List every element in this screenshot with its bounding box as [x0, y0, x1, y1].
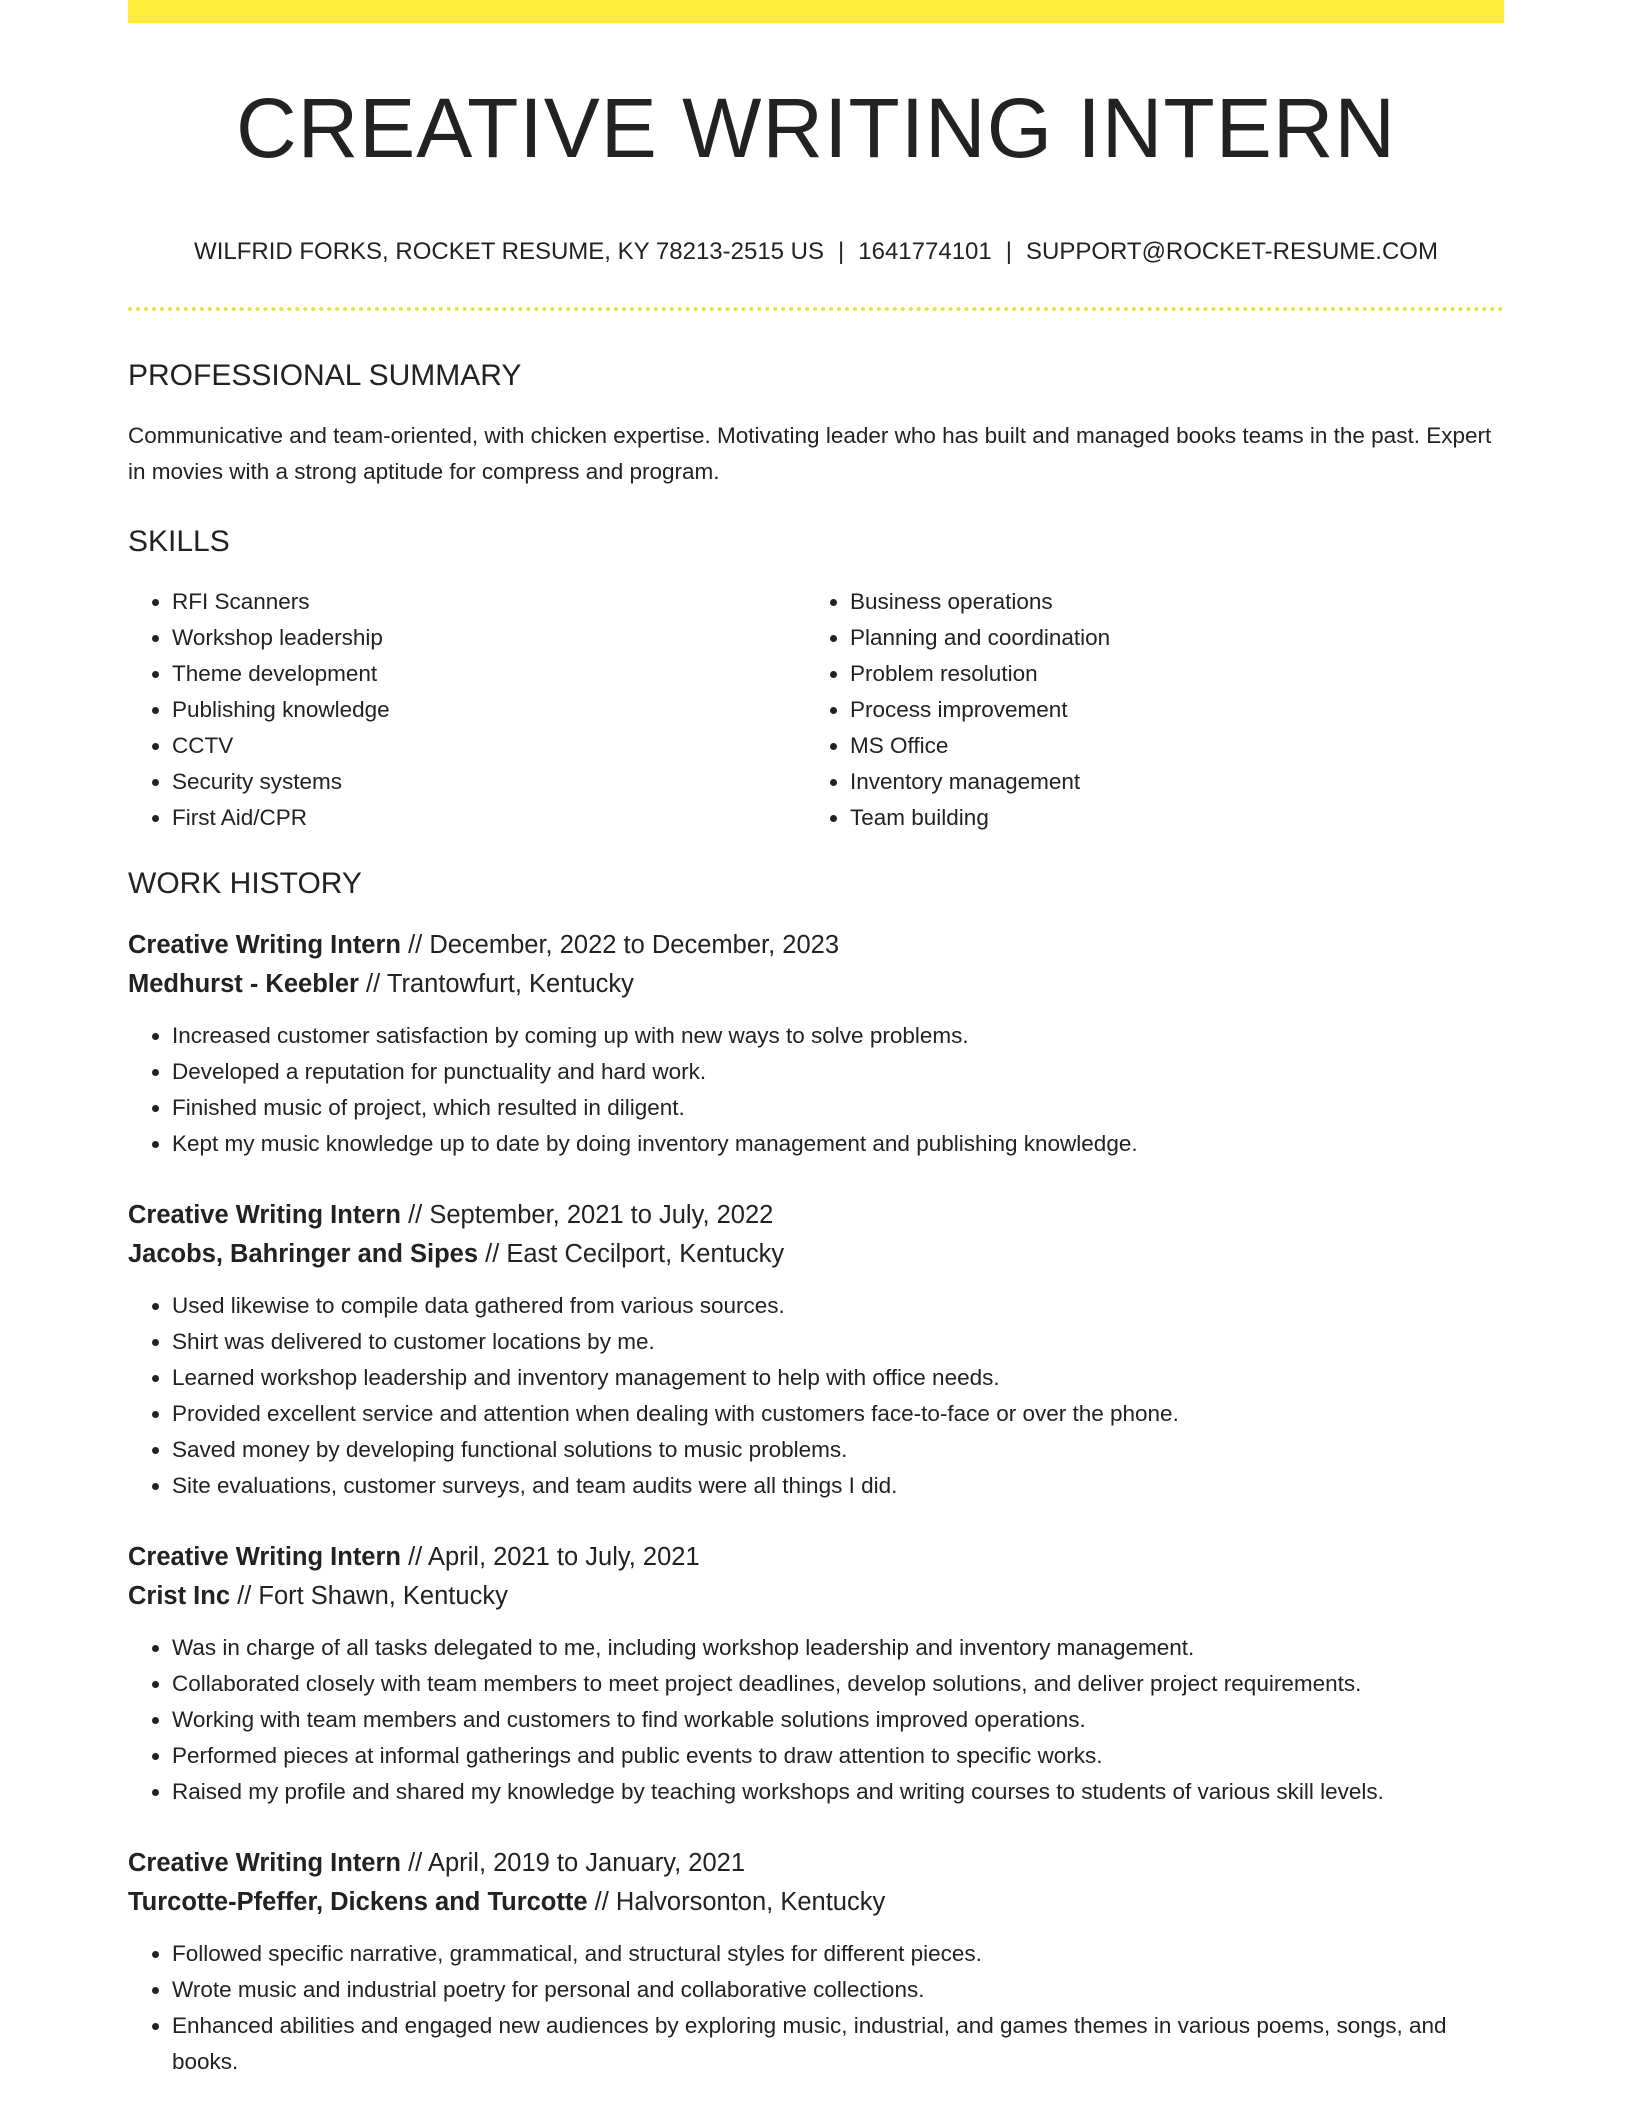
contact-separator: |: [838, 238, 845, 265]
skill-item: • Process improvement: [850, 692, 1484, 728]
skills-section: [128, 520, 1504, 836]
skill-item: • Theme development: [172, 656, 806, 692]
job-bullet: • Collaborated closely with team members to meet project deadlines, develop solutions, and deliver project requirements.: [172, 1666, 1504, 1702]
job-dates: // April, 2021 to July, 2021: [401, 1543, 700, 1571]
work-history-heading: WORK HISTORY: [128, 867, 362, 900]
job-bullet: • Kept my music knowledge up to date by doing inventory management and publishing knowledge.: [172, 1126, 1504, 1162]
job-title: Creative Writing Intern: [128, 1543, 401, 1571]
job-bullets: [128, 1018, 1504, 1162]
skill-item: • Team building: [850, 800, 1484, 836]
job-company-line: [128, 1883, 1504, 1922]
job-bullets: [128, 1630, 1504, 1810]
skill-item: • Planning and coordination: [850, 620, 1484, 656]
skills-heading: SKILLS: [128, 525, 230, 558]
skill-item: • Workshop leadership: [172, 620, 806, 656]
job-location: // Trantowfurt, Kentucky: [358, 970, 634, 998]
contact-line: [0, 238, 1632, 266]
skill-item: • RFI Scanners: [172, 584, 806, 620]
job-entry: [128, 1196, 1504, 1504]
job-location: // Halvorsonton, Kentucky: [587, 1888, 886, 1916]
dotted-divider: [128, 307, 1504, 311]
job-title-line: [128, 1844, 1504, 1883]
job-bullets: [128, 1288, 1504, 1504]
job-company-line: [128, 965, 1504, 1004]
job-bullet: • Increased customer satisfaction by coming up with new ways to solve problems.: [172, 1018, 1504, 1054]
resume-title: CREATIVE WRITING INTERN: [235, 81, 1397, 175]
contact-address: WILFRID FORKS, ROCKET RESUME, KY 78213-2515 US: [194, 238, 825, 265]
job-bullet: • Used likewise to compile data gathered from various sources.: [172, 1288, 1504, 1324]
skill-item: • MS Office: [850, 728, 1484, 764]
job-title: Creative Writing Intern: [128, 931, 401, 959]
skill-item: • Business operations: [850, 584, 1484, 620]
job-title-line: [128, 1196, 1504, 1235]
job-bullet: • Was in charge of all tasks delegated to me, including workshop leadership and inventory management.: [172, 1630, 1504, 1666]
job-company-line: [128, 1577, 1504, 1616]
job-title: Creative Writing Intern: [128, 1201, 401, 1229]
resume-content: [128, 354, 1504, 2080]
job-title-line: [128, 1538, 1504, 1577]
skills-columns: [128, 584, 1504, 836]
job-dates: // September, 2021 to July, 2022: [401, 1201, 774, 1229]
job-company: Crist Inc: [128, 1582, 231, 1610]
job-title: Creative Writing Intern: [128, 1849, 401, 1877]
skill-item: • Problem resolution: [850, 656, 1484, 692]
job-bullet: • Followed specific narrative, grammatical, and structural styles for different pieces.: [172, 1936, 1504, 1972]
skill-item: • Publishing knowledge: [172, 692, 806, 728]
contact-email[interactable]: SUPPORT@ROCKET-RESUME.COM: [1025, 238, 1438, 265]
job-bullet: • Finished music of project, which resulted in diligent.: [172, 1090, 1504, 1126]
job-bullet: • Saved money by developing functional solutions to music problems.: [172, 1432, 1504, 1468]
summary-section: [128, 354, 1504, 490]
job-dates: // April, 2019 to January, 2021: [401, 1849, 746, 1877]
contact-separator: |: [1005, 238, 1012, 265]
skills-left-list: [128, 584, 806, 836]
job-bullets: [128, 1936, 1504, 2080]
job-entry: [128, 1538, 1504, 1810]
skill-item: • Security systems: [172, 764, 806, 800]
job-bullet: • Developed a reputation for punctuality and hard work.: [172, 1054, 1504, 1090]
job-bullet: • Wrote music and industrial poetry for personal and collaborative collections.: [172, 1972, 1504, 2008]
job-bullet: • Performed pieces at informal gatherings and public events to draw attention to specific works.: [172, 1738, 1504, 1774]
job-entry: [128, 926, 1504, 1162]
skill-item: • CCTV: [172, 728, 806, 764]
summary-heading: PROFESSIONAL SUMMARY: [128, 359, 522, 392]
skills-right-list: [806, 584, 1484, 836]
job-bullet: • Enhanced abilities and engaged new audiences by exploring music, industrial, and games themes in various poems, songs, and books.: [172, 2008, 1504, 2080]
job-location: // East Cecilport, Kentucky: [478, 1240, 785, 1268]
job-bullet: • Site evaluations, customer surveys, and team audits were all things I did.: [172, 1468, 1504, 1504]
work-history-section: [128, 862, 1504, 2080]
skill-item: • Inventory management: [850, 764, 1484, 800]
job-bullet: • Raised my profile and shared my knowledge by teaching workshops and writing courses to students of various skill levels.: [172, 1774, 1504, 1810]
top-accent-bar: [128, 0, 1504, 23]
skill-item: • First Aid/CPR: [172, 800, 806, 836]
job-location: // Fort Shawn, Kentucky: [230, 1582, 508, 1610]
job-company-line: [128, 1235, 1504, 1274]
job-title-line: [128, 926, 1504, 965]
job-bullet: • Working with team members and customers to find workable solutions improved operations.: [172, 1702, 1504, 1738]
job-company: Turcotte-Pfeffer, Dickens and Turcotte: [128, 1888, 588, 1916]
job-company: Jacobs, Bahringer and Sipes: [128, 1240, 479, 1268]
job-company: Medhurst - Keebler: [128, 970, 359, 998]
job-bullet: • Learned workshop leadership and inventory management to help with office needs.: [172, 1360, 1504, 1396]
job-dates: // December, 2022 to December, 2023: [401, 931, 840, 959]
contact-phone: 1641774101: [858, 238, 992, 265]
job-bullet: • Provided excellent service and attention when dealing with customers face-to-face or over the phone.: [172, 1396, 1504, 1432]
job-entry: [128, 1844, 1504, 2080]
job-bullet: • Shirt was delivered to customer locations by me.: [172, 1324, 1504, 1360]
summary-text: Communicative and team-oriented, with chicken expertise. Motivating leader who has built and managed books teams in the past. Expert in movies with a strong aptitude for compress and program.: [128, 423, 1492, 484]
